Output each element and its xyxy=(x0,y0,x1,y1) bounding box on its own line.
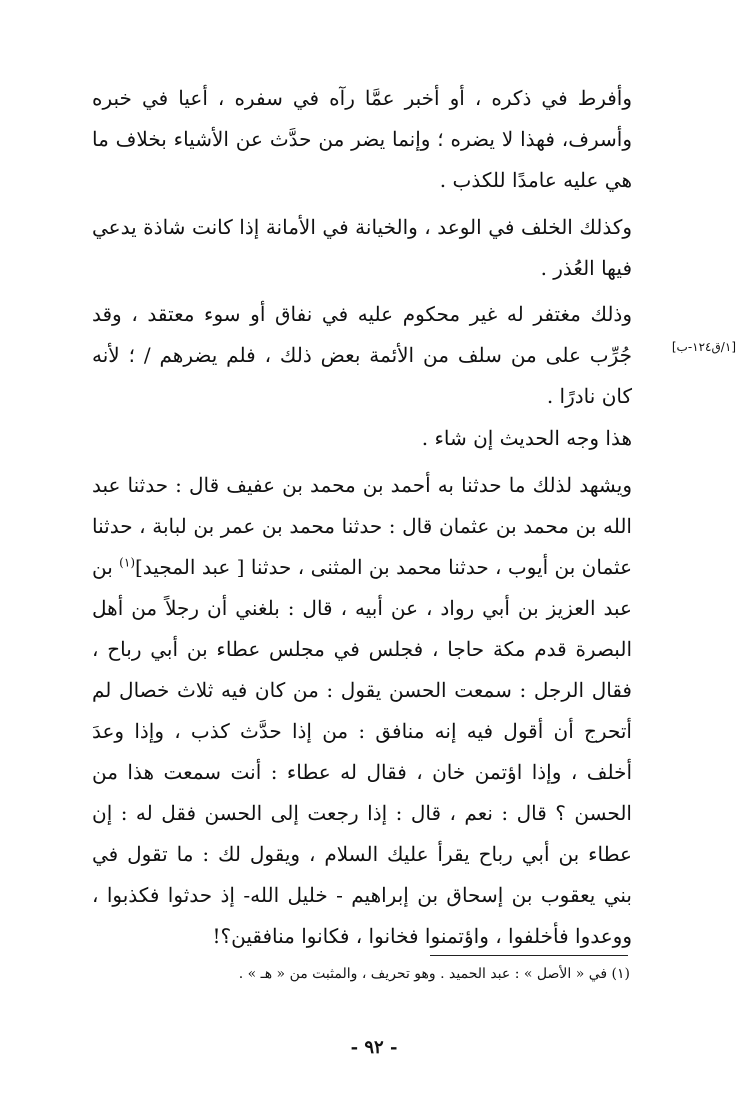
paragraph-2 xyxy=(92,207,632,289)
paragraph-text: وأفرط في ذكره ، أو أخبر عمَّا رآه في سفره ، أعيا في خبره وأسرف، فهذا لا يضره ؛ وإنما يضر من حدَّث عن الأشياء بخلاف ما هي عليه عامدًا للكذب . xyxy=(92,86,632,192)
paragraph-text: وذلك مغتفر له غير محكوم عليه في نفاق أو سوء معتقد ، وقد جُرِّب على من سلف من الأئمة بعض ذلك ، فلم يضرهم / ؛ لأنه كان نادرًا . xyxy=(92,302,632,408)
paragraph-text-part: ويشهد لذلك ما حدثنا به أحمد بن محمد بن عفيف قال : حدثنا عبد الله بن محمد بن عثمان قال : حدثنا محمد بن عمر بن لبابة ، حدثنا عثمان بن أيوب ، حدثنا محمد بن المثنى ، حدثنا [ عبد المجيد] xyxy=(92,473,632,579)
footnote-separator xyxy=(430,955,628,956)
paragraph-text: هذا وجه الحديث إن شاء . xyxy=(421,426,632,450)
footnote-marker: (١) xyxy=(119,555,135,570)
footnote: (١) في « الأصل » : عبد الحميد . وهو تحريف ، والمثبت من « هـ » . xyxy=(238,966,630,982)
paragraph-4 xyxy=(92,418,632,459)
manuscript-folio-note: [١/ق١٢٤-ب] xyxy=(671,340,736,354)
paragraph-5 xyxy=(92,465,632,957)
paragraph-text: وكذلك الخلف في الوعد ، والخيانة في الأمانة إذا كانت شاذة يدعي فيها العُذر . xyxy=(92,215,632,280)
page-number: - ٩٢ - xyxy=(350,1037,398,1058)
paragraph-3 xyxy=(92,294,632,417)
paragraph-text xyxy=(92,465,632,957)
paragraph-text-part: بن عبد العزيز بن أبي رواد ، عن أبيه ، قال : بلغني أن رجلاً من أهل البصرة قدم مكة حاجا ، فجلس في مجلس عطاء بن أبي رباح ، فقال الرجل : سمعت الحسن يقول : من كان فيه ثلاث خصال لم أتحرج أن أقول فيه إنه منافق : من إذا حدَّث كذب ، وإذا وعدَ أخلف ، وإذا اؤتمن خان ، فقال له عطاء : أنت سمعت هذا من الحسن ؟ قال : نعم ، قال : إذا رجعت إلى الحسن فقل له : إن عطاء بن أبي رباح يقرأ عليك السلام ، ويقول لك : ما تقول في بني يعقوب بن إسحاق بن إبراهيم - خليل الله- إذ حدثوا فكذبوا ، ووعدوا فأخلفوا ، واؤتمنوا فخانوا ، فكانوا منافقين؟! xyxy=(92,555,632,948)
paragraph-1 xyxy=(92,78,632,201)
